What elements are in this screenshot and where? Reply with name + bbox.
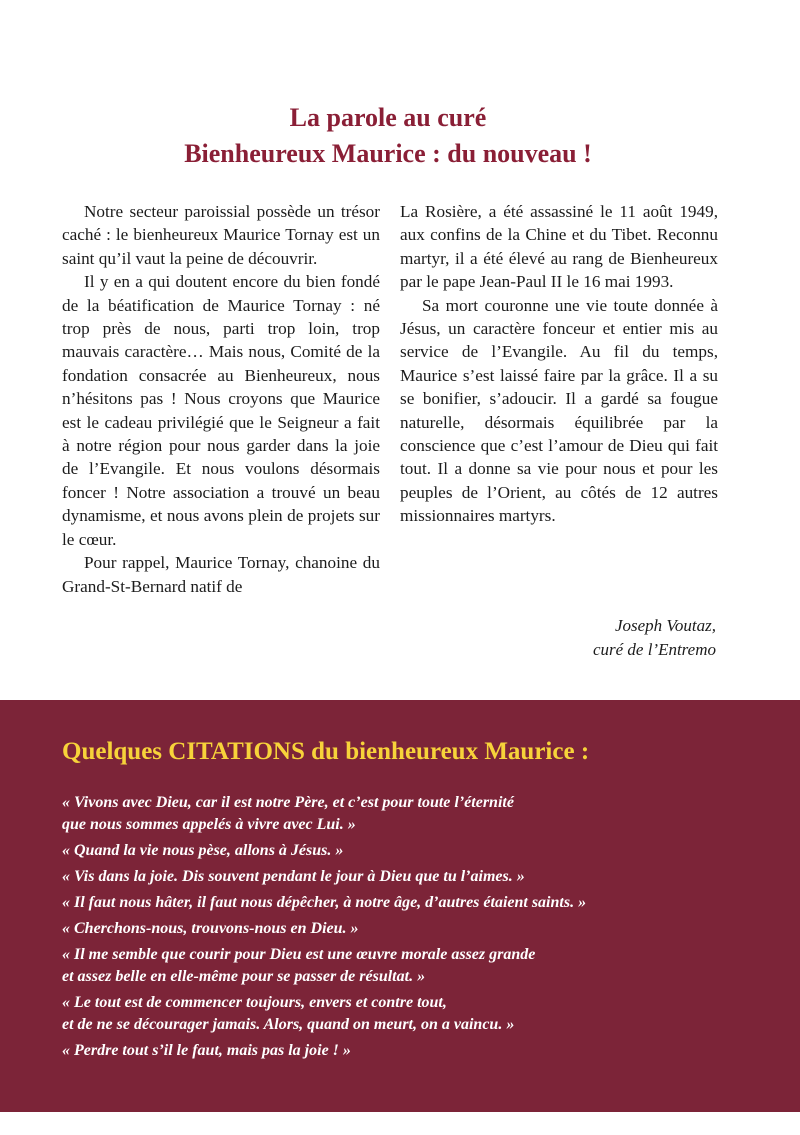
article-column-right: [400, 200, 718, 528]
signature-role: curé de l’Entremo: [592, 640, 716, 659]
quote-item: [62, 866, 762, 888]
quote-line: et de ne se décourager jamais. Alors, quand on meurt, on a vaincu. »: [62, 1016, 515, 1033]
quote-item: [62, 918, 762, 940]
quote-item: [62, 1040, 762, 1062]
quote-item: [62, 792, 762, 836]
quote-item: [62, 992, 762, 1036]
article-column-left: [62, 200, 380, 598]
quote-line: que nous sommes appelés à vivre avec Lui. »: [62, 816, 356, 833]
quote-line: « Il faut nous hâter, il faut nous dépêcher, à notre âge, d’autres étaient saints. »: [62, 894, 587, 911]
quote-line: et assez belle en elle-même pour se passer de résultat. »: [62, 968, 426, 985]
quote-line: « Cherchons-nous, trouvons-nous en Dieu. »: [62, 920, 359, 937]
article-title: [0, 100, 776, 172]
quote-line: « Il me semble que courir pour Dieu est une œuvre morale assez grande: [62, 946, 536, 963]
quote-line: « Perdre tout s’il le faut, mais pas la joie ! »: [62, 1042, 351, 1059]
quote-item: [62, 840, 762, 862]
quote-line: « Quand la vie nous pèse, allons à Jésus. »: [62, 842, 344, 859]
title-line-2: Bienheureux Maurice : du nouveau !: [184, 139, 592, 168]
quotes-list: [62, 792, 762, 1066]
quote-line: « Vis dans la joie. Dis souvent pendant le jour à Dieu que tu l’aimes. »: [62, 868, 525, 885]
quotes-panel: [0, 700, 800, 1112]
paragraph: La Rosière, a été assassiné le 11 août 1949, aux confins de la Chine et du Tibet. Reconnu martyr, il a été élevé au rang de Bienheureux par le pape Jean-Paul II le 16 mai 1993.: [400, 202, 718, 292]
quotes-heading: Quelques CITATIONS du bienheureux Maurice :: [62, 738, 590, 765]
paragraph: Notre secteur paroissial possède un trésor caché : le bienheureux Maurice Tornay est un saint qu’il vaut la peine de découvrir.: [62, 202, 380, 268]
quote-item: [62, 892, 762, 914]
signature-name: Joseph Voutaz,: [614, 616, 716, 635]
quote-line: « Vivons avec Dieu, car il est notre Père, et c’est pour toute l’éternité: [62, 794, 514, 811]
paragraph: Il y en a qui doutent encore du bien fondé de la béatification de Maurice Tornay : né trop près de nous, parti trop loin, trop mauvais caractère… Mais nous, Comité de la fondation consacrée au Bienheureux, nous n’hésitons pas ! Nous croyons que Maurice est le cadeau privilégié que le Seigneur a fait à notre région pour nous garder dans la joie de l’Evangile. Et nous voulons désormais foncer ! Notre association a trouvé un beau dynamisme, et nous avons plein de projets sur le cœur.: [62, 272, 380, 549]
paragraph: Pour rappel, Maurice Tornay, chanoine du Grand-St-Bernard natif de: [62, 553, 380, 596]
quote-item: [62, 944, 762, 988]
paragraph: Sa mort couronne une vie toute donnée à Jésus, un caractère fonceur et entier mis au service de l’Evangile. Au fil du temps, Maurice s’est laissé faire par la grâce. Il a su se bonifier, s’adoucir. Il a gardé sa fougue naturelle, désormais équilibrée par la conscience que c’est l’amour de Dieu qui fait tout. Il a donne sa vie pour nous et pour les peuples de l’Orient, au côtés de 12 autres missionnaires martyrs.: [400, 295, 718, 526]
title-line-1: La parole au curé: [289, 103, 487, 132]
signature: [470, 614, 716, 662]
quote-line: « Le tout est de commencer toujours, envers et contre tout,: [62, 994, 447, 1011]
